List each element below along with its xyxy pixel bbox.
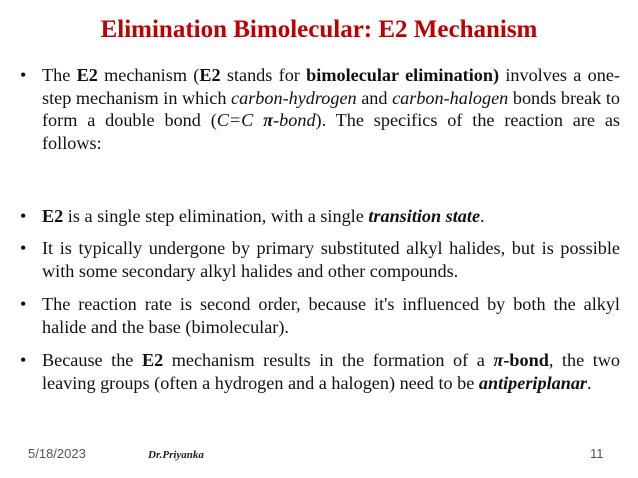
bullet-dot: • [20, 65, 27, 85]
text-run: bimolecular elimination) [306, 65, 500, 85]
text-run: -bond [273, 110, 316, 130]
text-run: C=C [216, 110, 264, 130]
text-run: carbon-halogen [392, 87, 509, 108]
bullet-text [42, 237, 620, 282]
text-run: The reaction rate is second order, because it's influenced by both the alkyl halide and the base (bimolecular). [42, 294, 620, 337]
text-run: π [263, 110, 274, 130]
bullet-text [42, 64, 620, 154]
text-run: stands for [220, 65, 307, 85]
text-run: . [587, 372, 592, 393]
text-run: carbon-hydrogen [231, 87, 357, 108]
footer-date: 5/18/2023 [28, 446, 86, 461]
text-run: E2 [42, 206, 64, 226]
text-run: and [356, 87, 393, 108]
text-run: E2 [199, 65, 221, 85]
slide-title: Elimination Bimolecular: E2 Mechanism [100, 16, 538, 43]
text-run: -bond [503, 350, 549, 370]
text-run: mechanism ( [97, 65, 200, 85]
bullet-dot: • [20, 206, 27, 226]
bullet-item [20, 64, 620, 154]
text-run: . [480, 206, 485, 226]
bullet-text [42, 293, 620, 338]
text-run: bonds break to form a double bond ( [42, 87, 620, 130]
text-run: involves a one-step mechanism in which [42, 65, 620, 108]
text-run: antiperiplanar [478, 372, 587, 393]
bullet-item [20, 205, 620, 228]
bullet-item [20, 349, 620, 394]
bullet-item [20, 293, 620, 338]
footer-author: Dr.Priyanka [148, 449, 204, 461]
text-run: mechanism results in the formation of a [163, 350, 494, 370]
bullet-item [20, 237, 620, 282]
bullet-text [42, 205, 620, 228]
text-run: E2 [76, 65, 98, 85]
text-run: E2 [141, 350, 164, 370]
text-run: Because the [42, 350, 142, 370]
text-run: transition state [368, 206, 481, 226]
bullet-dot: • [20, 294, 27, 314]
page-number: 11 [590, 446, 604, 461]
text-run: is a single step elimination, with a single [63, 206, 369, 226]
text-run: , the two leaving groups (often a hydrogen and a halogen) need to be [42, 350, 620, 393]
bullet-text [42, 349, 620, 394]
text-run: The [42, 65, 77, 85]
text-run: π [493, 350, 504, 370]
bullet-dot: • [20, 350, 27, 370]
bullet-dot: • [20, 238, 27, 258]
text-run: ). The specifics of the reaction are as follows: [42, 110, 620, 153]
text-run: It is typically undergone by primary substituted alkyl halides, but is possible with some secondary alkyl halides and other compounds. [42, 238, 620, 281]
